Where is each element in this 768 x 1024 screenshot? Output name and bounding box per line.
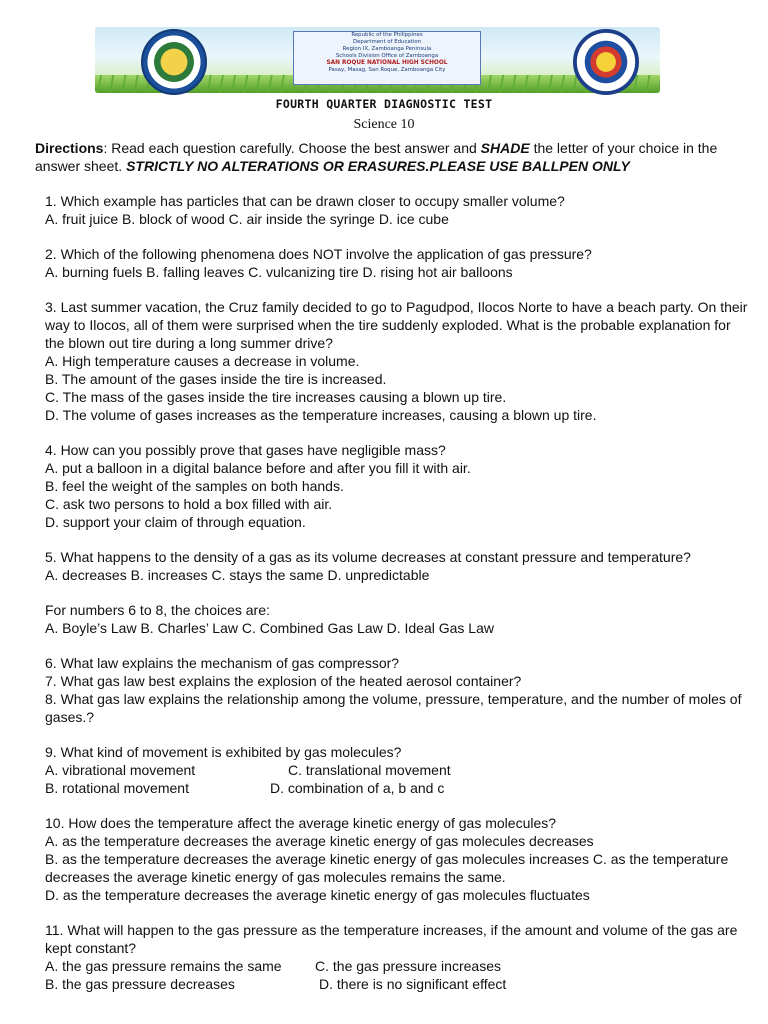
test-title: FOURTH QUARTER DIAGNOSTIC TEST [275,97,493,111]
question-choices: A. burning fuels B. falling leaves C. vulcanizing tire D. rising hot air balloons [45,264,513,280]
header-line: Schools Division Office of Zamboanga [335,53,439,59]
choice-d: D. The volume of gases increases as the temperature increases, causing a blown up tire. [45,407,597,423]
question-choices: A. fruit juice B. block of wood C. air inside the syringe D. ice cube [45,211,449,227]
question-6: 6. What law explains the mechanism of gas compressor? [45,655,400,671]
question-stem: 11. What will happen to the gas pressure as the temperature increases, if the amount and volume of the gas are kept constant? [45,922,738,956]
choice-c: C. the gas pressure increases [315,958,501,974]
school-seal-logo [141,29,207,95]
question-stem: 9. What kind of movement is exhibited by gas molecules? [45,744,402,760]
question-group-6-8 [45,601,750,726]
deped-seal-logo [573,29,639,95]
question-8: 8. What gas law explains the relationship among the volume, pressure, temperature, and the number of moles of gases.? [45,691,742,725]
choice-c: C. The mass of the gases inside the tire increases causing a blown up tire. [45,389,507,405]
school-header-box [293,31,481,85]
choice-d: D. support your claim of through equation. [45,514,306,530]
group-choices: A. Boyle’s Law B. Charles’ Law C. Combined Gas Law D. Ideal Gas Law [45,620,494,636]
question-7: 7. What gas law best explains the explosion of the heated aerosol container? [45,673,522,689]
question-9 [45,743,750,797]
header-line: Republic of the Philippines [351,32,423,38]
question-stem: 2. Which of the following phenomena does NOT involve the application of gas pressure? [45,246,592,262]
choice-c: C. ask two persons to hold a box filled with air. [45,496,333,512]
directions-text: : Read each question carefully. Choose the best answer and [103,140,481,156]
school-name: SAN ROQUE NATIONAL HIGH SCHOOL [326,60,448,66]
choice-b: B. The amount of the gases inside the tire is increased. [45,371,387,387]
question-2 [45,245,750,281]
question-stem: 5. What happens to the density of a gas as its volume decreases at constant pressure and temperature? [45,549,691,565]
group-intro: For numbers 6 to 8, the choices are: [45,602,270,618]
question-stem: 1. Which example has particles that can be drawn closer to occupy smaller volume? [45,193,565,209]
choice-a: A. vibrational movement [45,762,196,778]
test-body [35,139,750,1010]
choice-d: D. combination of a, b and c [270,780,445,796]
test-subject: Science 10 [353,117,415,132]
question-4 [45,441,750,531]
choice-b-c: B. as the temperature decreases the average kinetic energy of gas molecules increases C. as the temperature decreases the average kinetic energy of gas molecules remains the same. [45,851,729,885]
question-5 [45,548,750,584]
question-10 [45,814,750,904]
choice-a: A. the gas pressure remains the same [45,958,282,974]
header-line: Region IX, Zamboanga Peninsula [342,46,432,52]
choice-b: B. the gas pressure decreases [45,976,235,992]
choice-a: A. High temperature causes a decrease in volume. [45,353,360,369]
choice-a: A. as the temperature decreases the average kinetic energy of gas molecules decreases [45,833,594,849]
question-stem: 10. How does the temperature affect the average kinetic energy of gas molecules? [45,815,557,831]
choice-c: C. translational movement [288,762,451,778]
choice-b: B. rotational movement [45,780,189,796]
choices-row-2 [45,779,750,797]
choices-row-1 [45,761,750,779]
question-3 [45,298,750,424]
choice-d: D. there is no significant effect [319,976,507,992]
question-choices: A. decreases B. increases C. stays the same D. unpredictable [45,567,430,583]
header-line: Department of Education [352,39,422,45]
question-stem: 3. Last summer vacation, the Cruz family decided to go to Pagudpod, Ilocos Norte to have a beach party. On their way to Ilocos, all of them were surprised when the tire suddenly exploded. What is the probable explanation for the blown out tire during a long summer drive? [45,299,748,351]
choice-a: A. put a balloon in a digital balance before and after you fill it with air. [45,460,471,476]
choice-d: D. as the temperature decreases the average kinetic energy of gas molecules fluctuates [45,887,590,903]
choices-row-1 [45,957,750,975]
header-address: Pasay, Masag, San Roque, Zamboanga City [328,67,446,73]
directions [35,139,750,175]
directions-shade: SHADE [480,140,530,156]
directions-label: Directions [35,140,104,156]
question-stem: 4. How can you possibly prove that gases have negligible mass? [45,442,446,458]
question-11 [45,921,750,993]
question-1 [45,192,750,228]
choices-row-2 [45,975,750,993]
directions-text-2: the letter of your choice in the answer sheet. [35,140,718,174]
choice-b: B. feel the weight of the samples on both hands. [45,478,344,494]
directions-strict: STRICTLY NO ALTERATIONS OR ERASURES.PLEASE USE BALLPEN ONLY [126,158,630,174]
